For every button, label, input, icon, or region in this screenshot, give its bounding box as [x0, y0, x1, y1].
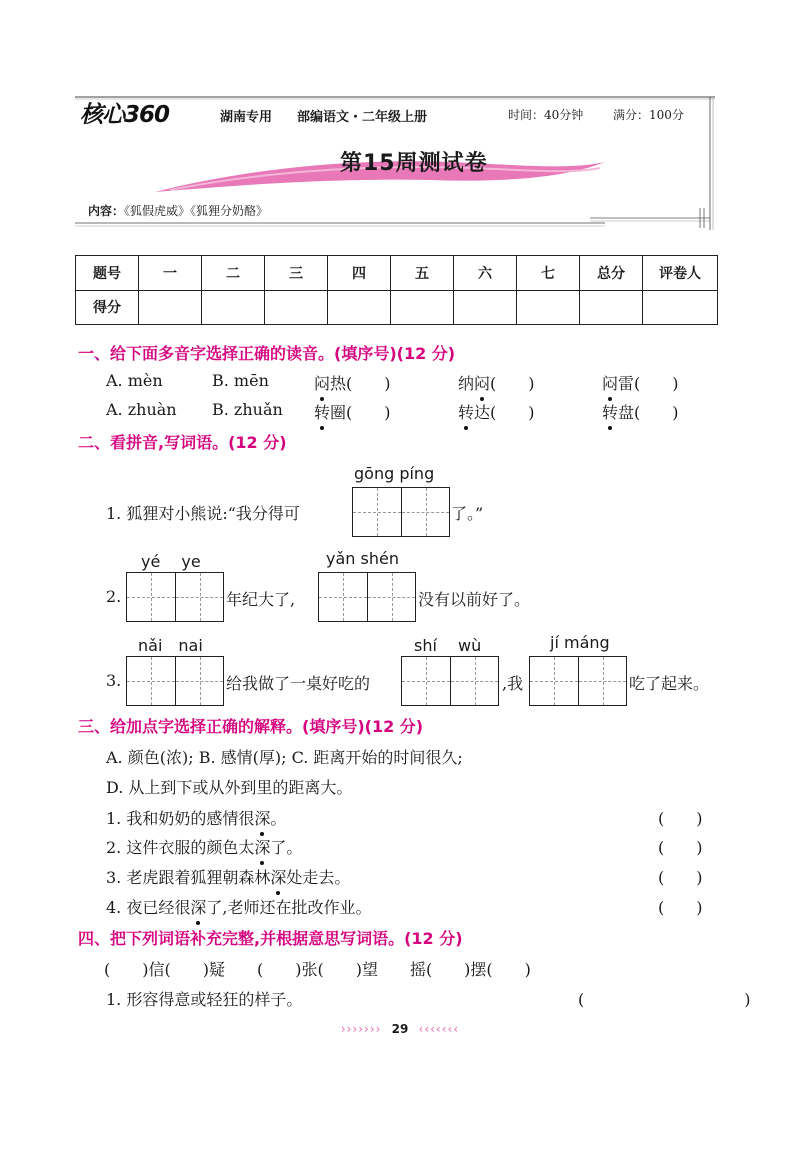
score-cell[interactable] [391, 290, 454, 325]
q-post: 了。 [270, 838, 303, 857]
pinyin-q2b: yǎn shén [326, 549, 399, 568]
q3-num: 3. [106, 671, 122, 690]
dotted-char: 闷 [602, 371, 618, 394]
page-number: 29 [391, 1022, 409, 1036]
s3-answer-1[interactable]: ( ) [658, 809, 703, 828]
table-cell: 七 [517, 256, 580, 291]
content-label: 内容： [88, 204, 125, 218]
s3-answer-4[interactable]: ( ) [658, 898, 703, 917]
word-pre: 纳 [458, 374, 475, 393]
s3-answer-3[interactable]: ( ) [658, 868, 703, 887]
answer-boxes-q2a[interactable] [126, 572, 224, 622]
pinyin-q3b: shí wù [414, 636, 482, 655]
s3-question-2 [106, 835, 302, 858]
pinyin-q1: gōng píng [354, 464, 435, 483]
table-cell: 一 [139, 256, 202, 291]
s1-word-4[interactable] [314, 400, 391, 423]
answer-boxes-q3c[interactable] [529, 656, 627, 706]
dotted-char: 深 [190, 895, 206, 918]
dotted-char: 转 [458, 400, 474, 423]
q2-num: 2. [106, 587, 122, 606]
score-cell[interactable] [202, 290, 265, 325]
s4-answer-1[interactable]: ( ) [578, 990, 751, 1009]
table-cell: 五 [391, 256, 454, 291]
score-cell[interactable] [454, 290, 517, 325]
table-cell: 四 [328, 256, 391, 291]
s1-word-5[interactable] [458, 400, 535, 423]
s3-answer-2[interactable]: ( ) [658, 838, 703, 857]
s1-option-a2: A. zhuàn [106, 400, 177, 419]
word-rest: 雷( ) [618, 374, 679, 393]
s1-option-b2: B. zhuǎn [212, 400, 283, 419]
answer-boxes-q3a[interactable] [126, 656, 224, 706]
score-table [75, 255, 718, 325]
q-post: 。 [270, 809, 287, 828]
q-pre: 1. 我和奶奶的感情很 [106, 809, 255, 828]
word-rest: 盘( ) [618, 403, 679, 422]
dotted-char: 闷 [474, 371, 490, 394]
region-label: 湖南专用 [220, 110, 273, 125]
table-cell: 评卷人 [643, 256, 718, 291]
answer-boxes-q3b[interactable] [401, 656, 499, 706]
time-limit: 时间：40分钟 [508, 108, 584, 122]
s3-options-line1: A. 颜色(浓); B. 感情(厚); C. 距离开始的时间很久; [106, 748, 463, 767]
q-pre: 2. 这件衣服的颜色太 [106, 838, 255, 857]
word-rest: ( ) [490, 374, 535, 393]
table-cell: 题号 [76, 256, 139, 291]
s3-question-4 [106, 895, 371, 918]
page-title: 第15周测试卷 [340, 151, 488, 176]
score-cell[interactable] [139, 290, 202, 325]
section2-heading: 二、看拼音,写词语。(12 分) [78, 433, 287, 452]
score-cell[interactable] [643, 290, 718, 325]
section3-heading: 三、给加点字选择正确的解释。(填序号)(12 分) [78, 717, 424, 736]
full-score: 满分：100分 [613, 108, 684, 122]
page-footer [0, 1022, 800, 1036]
table-cell: 得分 [76, 290, 139, 325]
s1-word-6[interactable] [602, 400, 679, 423]
table-row [76, 290, 718, 325]
word-rest: 热( ) [330, 374, 391, 393]
s1-word-1[interactable] [314, 371, 391, 394]
edition-label: 部编语文・二年级上册 [297, 110, 428, 125]
dotted-char: 深 [270, 865, 286, 888]
score-cell[interactable] [517, 290, 580, 325]
q3-text-mid1: 给我做了一桌好吃的 [226, 674, 371, 693]
s3-question-1 [106, 806, 286, 829]
pinyin-q3a: nǎi nai [138, 636, 203, 655]
dotted-char: 闷 [314, 371, 330, 394]
s3-options-line2: D. 从上到下或从外到里的距离大。 [106, 778, 353, 797]
q-pre: 3. 老虎跟着狐狸朝森林 [106, 868, 271, 887]
word-rest: 圈( ) [330, 403, 391, 422]
content-line [88, 202, 268, 219]
s1-option-a: A. mèn [106, 371, 163, 390]
score-cell[interactable] [580, 290, 643, 325]
word-rest: 达( ) [474, 403, 535, 422]
s4-words[interactable]: ( )信( )疑 ( )张( )望 摇( )摆( ) [104, 960, 531, 979]
q2-text-post: 没有以前好了。 [418, 590, 531, 609]
q-post: 了,老师还在批改作业。 [206, 898, 372, 917]
table-cell: 六 [454, 256, 517, 291]
brand-logo: 核心360 [80, 102, 170, 128]
q2-text-mid: 年纪大了, [226, 590, 296, 609]
s3-question-3 [106, 865, 350, 888]
q-post: 处走去。 [286, 868, 351, 887]
dotted-char: 深 [254, 835, 270, 858]
q3-text-post: 吃了起来。 [629, 674, 710, 693]
q1-text-pre: 1. 狐狸对小熊说:“我分得可 [106, 504, 300, 523]
content-value: 《狐假虎威》《狐狸分奶酪》 [124, 204, 269, 218]
q1-text-post: 了。” [451, 504, 484, 523]
arrow-right-icon: ››››››› [340, 1022, 382, 1036]
pinyin-q2a: yé ye [141, 552, 201, 571]
score-cell[interactable] [328, 290, 391, 325]
answer-boxes-q2b[interactable] [318, 572, 416, 622]
q3-text-mid2: ,我 [502, 674, 524, 693]
table-cell: 总分 [580, 256, 643, 291]
s1-option-b: B. mēn [212, 371, 269, 390]
table-row [76, 256, 718, 291]
section4-heading: 四、把下列词语补充完整,并根据意思写词语。(12 分) [78, 929, 463, 948]
dotted-char: 深 [254, 806, 270, 829]
q-pre: 4. 夜已经很 [106, 898, 191, 917]
s4-question-1: 1. 形容得意或轻狂的样子。 [106, 990, 303, 1009]
arrow-left-icon: ‹‹‹‹‹‹‹ [418, 1022, 460, 1036]
table-cell: 二 [202, 256, 265, 291]
s1-word-2[interactable] [458, 371, 535, 394]
section1-heading: 一、给下面多音字选择正确的读音。(填序号)(12 分) [78, 344, 456, 363]
dotted-char: 转 [314, 400, 330, 423]
s1-word-3[interactable] [602, 371, 679, 394]
crescent-decoration-icon [590, 206, 710, 230]
table-cell: 三 [265, 256, 328, 291]
score-cell[interactable] [265, 290, 328, 325]
dotted-char: 转 [602, 400, 618, 423]
pinyin-q3c: jí máng [550, 633, 610, 652]
answer-boxes-q1[interactable] [352, 487, 450, 537]
